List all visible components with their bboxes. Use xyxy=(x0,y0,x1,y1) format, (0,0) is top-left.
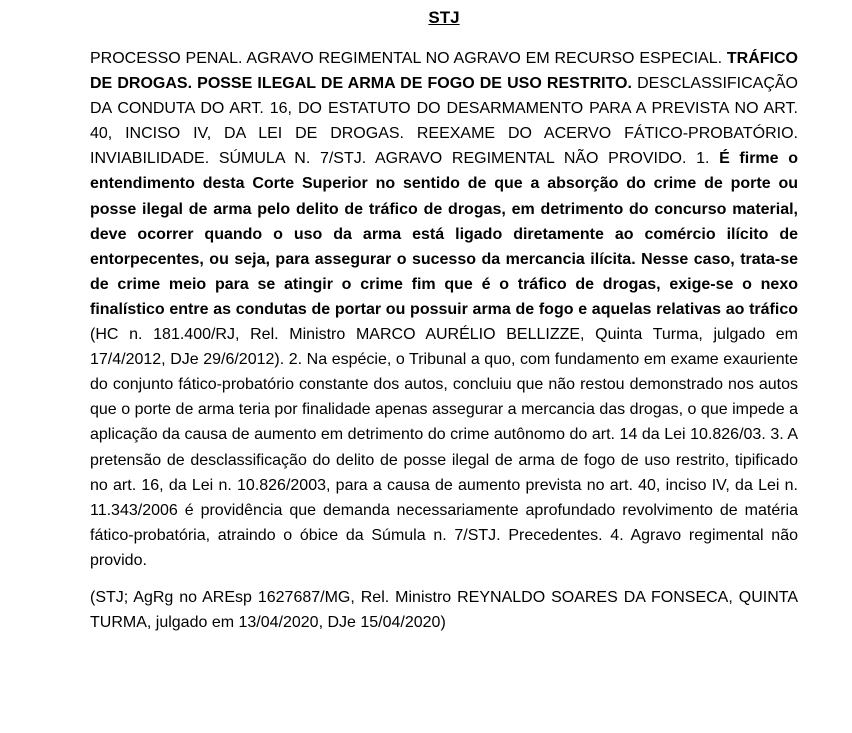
citation-paragraph: (STJ; AgRg no AREsp 1627687/MG, Rel. Ministro REYNALDO SOARES DA FONSECA, QUINTA TURMA, julgado em 13/04/2020, DJe 15/04/2020) xyxy=(90,588,798,632)
document-page xyxy=(90,6,798,635)
document-heading: STJ xyxy=(428,8,460,27)
ementa-bold-holding: É firme o entendimento desta Corte Superior no sentido de que a absorção do crime de porte ou posse ilegal de arma pelo delito de tráfico de drogas, em detrimento do concurso material, deve ocorrer quando o uso da arma está ligado diretamente ao comércio ilícito de entorpecentes, ou seja, para assegurar o sucesso da mercancia ilícita. Nesse caso, trata-se de crime meio para se atingir o crime fim que é o tráfico de drogas, exige-se o nexo finalístico entre as condutas de portar ou possuir arma de fogo e aquelas relativas ao tráfico xyxy=(90,150,799,318)
ementa-intro-text: PROCESSO PENAL. AGRAVO REGIMENTAL NO AGRAVO EM RECURSO ESPECIAL. xyxy=(90,50,727,67)
ementa-summary-text: DESCLASSIFICAÇÃO DA CONDUTA DO ART. 16, DO ESTATUTO DO DESARMAMENTO PARA A PREVISTA NO ART. 40, INCISO IV, DA LEI DE DROGAS. REEXAME DO ACERVO FÁTICO-PROBATÓRIO. INVIABILIDADE. SÚMULA N. 7/STJ. AGRAVO REGIMENTAL NÃO PROVIDO. 1. xyxy=(90,75,799,168)
ementa-bold-subject: TRÁFICO DE DROGAS. POSSE ILEGAL DE ARMA DE FOGO DE USO RESTRITO. xyxy=(90,50,798,93)
ementa-reference-text: (HC n. 181.400/RJ, Rel. Ministro MARCO AURÉLIO BELLIZZE, Quinta Turma, julgado em 17/4/2012, DJe 29/6/2012). 2. Na espécie, o Tribunal a quo, com fundamento em exame exauriente do conjunto fático-probatório constante dos autos, concluiu que não restou demonstrado nos autos que o porte de arma teria por finalidade apenas assegurar a mercancia das drogas, o que impede a aplicação da causa de aumento em detrimento do crime autônomo do art. 14 da Lei 10.826/03. 3. A pretensão de desclassificação do delito de posse ilegal de arma de fogo de uso restrito, tipificado no art. 16, da Lei n. 10.826/2003, para a causa de aumento prevista no art. 40, inciso IV, da Lei n. 11.343/2006 é providência que demanda necessariamente aprofundado revolvimento de matéria fático-probatória, atraindo o óbice da Súmula n. 7/STJ. Precedentes. 4. Agravo regimental não provido. xyxy=(90,326,798,569)
ementa-paragraph xyxy=(90,46,798,573)
